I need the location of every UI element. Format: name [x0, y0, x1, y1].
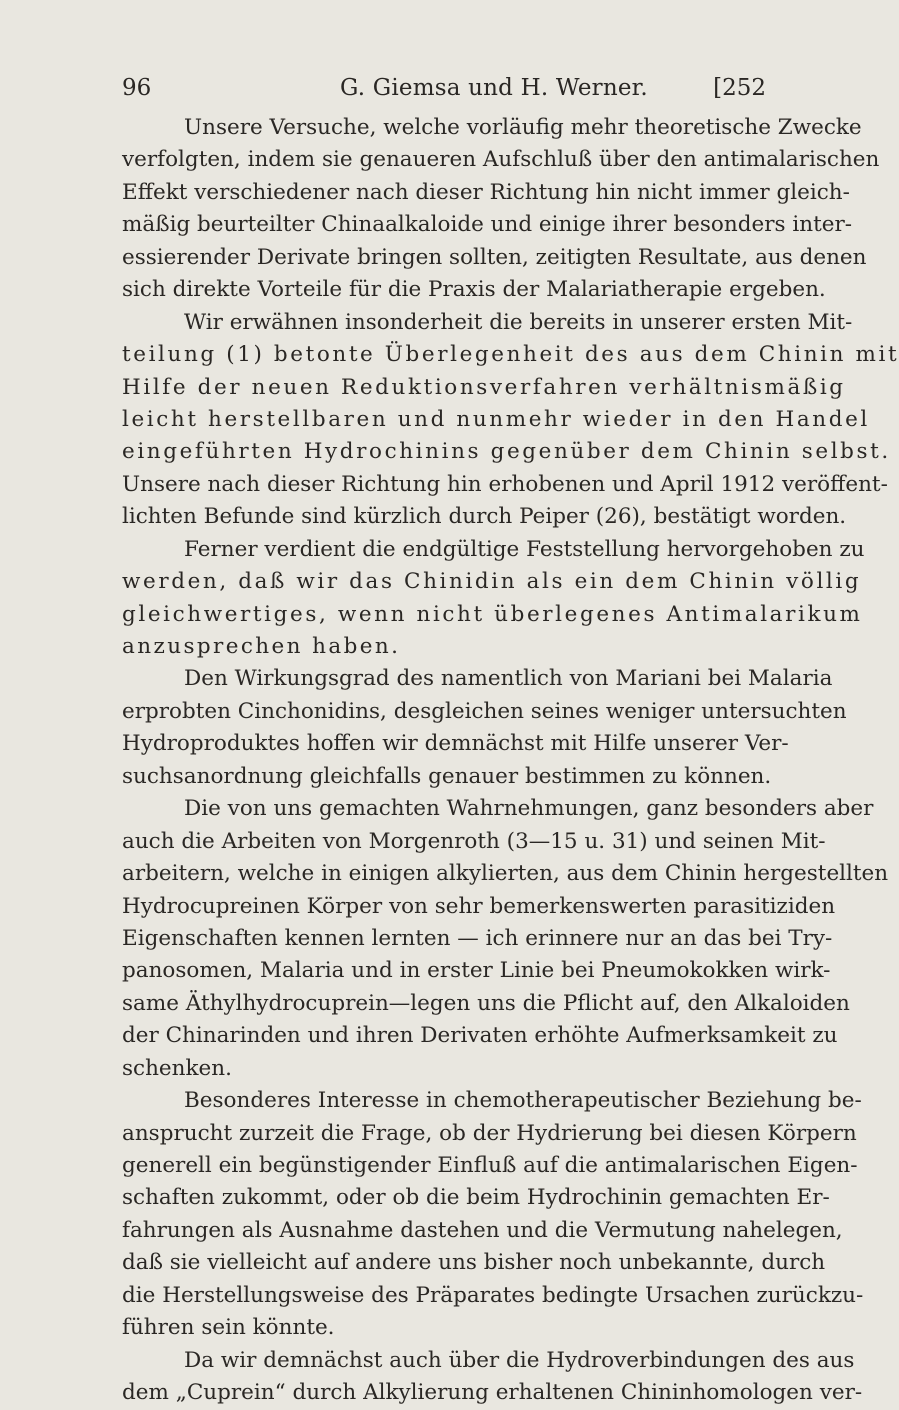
text-line: leicht herstellbaren und nunmehr wieder in den Handel: [122, 406, 870, 432]
text-line: eingeführten Hydrochinins gegenüber dem Chinin selbst.: [122, 439, 891, 465]
text-line: auch die Arbeiten von Morgenroth (3—15 u. 31) und seinen Mit-: [122, 828, 826, 854]
text-line: essierender Derivate bringen sollten, zeitigten Resultate, aus denen: [122, 244, 867, 270]
body-text: [122, 112, 899, 1410]
text-line: schaften zukommt, oder ob die beim Hydrochinin gemachten Er-: [122, 1185, 830, 1211]
text-line: die Herstellungsweise des Präparates bedingte Ursachen zurückzu-: [122, 1282, 864, 1308]
text-line: arbeitern, welche in einigen alkylierten, aus dem Chinin hergestellten: [122, 861, 889, 887]
text-line: Hydroproduktes hoffen wir demnächst mit Hilfe unserer Ver-: [122, 731, 789, 757]
text-line: daß sie vielleicht auf andere uns bisher noch unbekannte, durch: [122, 1250, 826, 1276]
text-line: Eigenschaften kennen lernten — ich erinnere nur an das bei Try-: [122, 925, 833, 951]
text-line: verfolgten, indem sie genaueren Aufschluß über den antimalarischen: [122, 147, 880, 173]
text-line: Unsere nach dieser Richtung hin erhobenen und April 1912 veröffent-: [122, 471, 888, 497]
text-line: Effekt verschiedener nach dieser Richtung hin nicht immer gleich-: [122, 179, 850, 205]
text-line: mäßig beurteilter Chinaalkaloide und einige ihrer besonders inter-: [122, 212, 852, 238]
text-line: Den Wirkungsgrad des namentlich von Mariani bei Malaria: [184, 666, 833, 692]
text-line: erprobten Cinchonidins, desgleichen seines weniger untersuchten: [122, 698, 847, 724]
text-line: teilung (1) betonte Überlegenheit des aus dem Chinin mit: [122, 342, 899, 368]
text-line: panosomen, Malaria und in erster Linie bei Pneumokokken wirk-: [122, 958, 831, 984]
text-line: fahrungen als Ausnahme dastehen und die Vermutung nahelegen,: [122, 1217, 843, 1243]
text-line: same Äthylhydrocuprein—legen uns die Pflicht auf, den Alkaloiden: [122, 990, 850, 1016]
running-head-reference: [252: [713, 75, 766, 101]
page-number: 96: [122, 75, 152, 101]
text-line: Da wir demnächst auch über die Hydroverbindungen des aus: [184, 1347, 855, 1373]
text-line: Hydrocupreinen Körper von sehr bemerkenswerten parasitiziden: [122, 893, 836, 919]
text-line: lichten Befunde sind kürzlich durch Peiper (26), bestätigt worden.: [122, 504, 847, 530]
text-line: werden, daß wir das Chinidin als ein dem Chinin völlig: [122, 569, 862, 595]
text-line: dem „Cuprein“ durch Alkylierung erhaltenen Chininhomologen ver-: [122, 1380, 863, 1406]
text-line: schenken.: [122, 1055, 232, 1081]
text-line: Wir erwähnen insonderheit die bereits in unserer ersten Mit-: [184, 309, 853, 335]
text-line: Unsere Versuche, welche vorläufig mehr theoretische Zwecke: [184, 115, 862, 140]
text-line: anzusprechen haben.: [122, 634, 401, 659]
text-line: generell ein begünstigender Einfluß auf die antimalarischen Eigen-: [122, 1153, 858, 1178]
running-head: [122, 68, 766, 108]
text-line: führen sein könnte.: [122, 1315, 335, 1341]
text-line: sich direkte Vorteile für die Praxis der Malariatherapie ergeben.: [122, 277, 826, 303]
text-line: Ferner verdient die endgültige Feststellung hervorgehoben zu: [184, 536, 865, 562]
text-line: Besonderes Interesse in chemotherapeutischer Beziehung be-: [184, 1088, 862, 1114]
text-line: Die von uns gemachten Wahrnehmungen, ganz besonders aber: [184, 796, 874, 822]
text-line: Hilfe der neuen Reduktionsverfahren verhältnismäßig: [122, 374, 846, 400]
text-line: suchsanordnung gleichfalls genauer bestimmen zu können.: [122, 763, 772, 789]
text-line: gleichwertiges, wenn nicht überlegenes Antimalarikum: [122, 601, 863, 627]
text-line: ansprucht zurzeit die Frage, ob der Hydrierung bei diesen Körpern: [122, 1120, 857, 1146]
running-head-authors: G. Giemsa und H. Werner.: [340, 75, 648, 101]
text-line: der Chinarinden und ihren Derivaten erhöhte Aufmerksamkeit zu: [122, 1023, 838, 1049]
